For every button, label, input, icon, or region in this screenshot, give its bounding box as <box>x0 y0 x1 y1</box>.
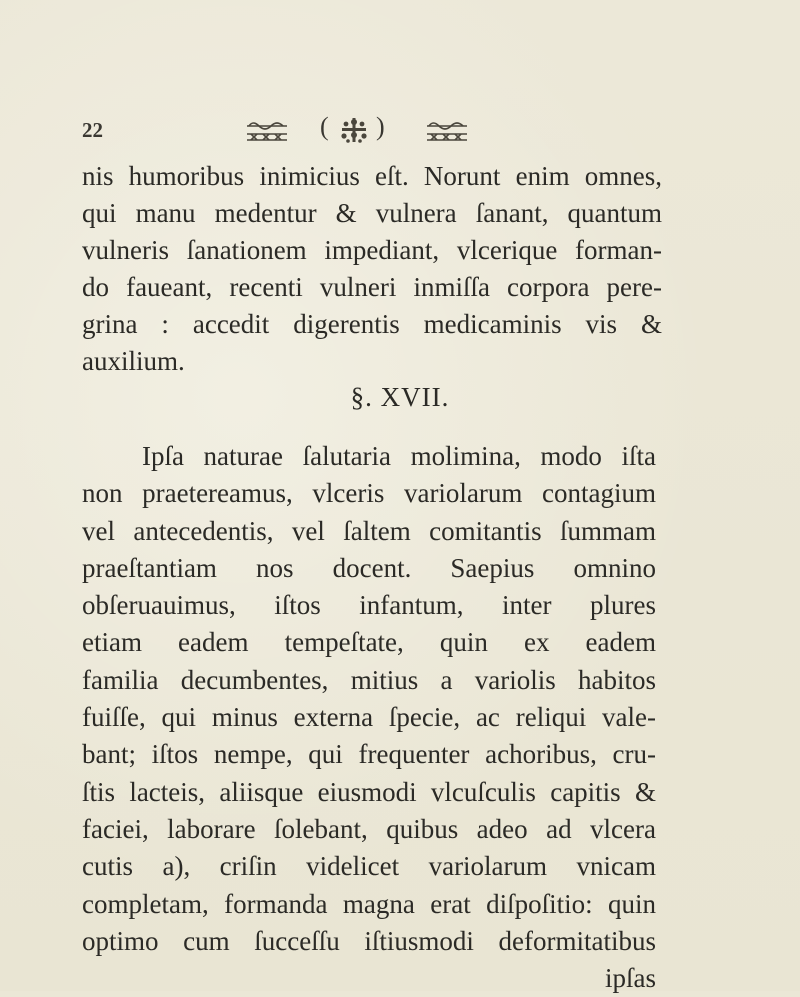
text-line: do faueant, recenti vulneri inmiſſa corpora pere- <box>82 272 662 303</box>
text-line: auxilium. <box>82 346 185 377</box>
paragraph-2 <box>82 438 656 997</box>
text-line: optimo cum ſucceſſu iſtiusmodi deformitatibus <box>82 925 656 956</box>
left-ornament-icon <box>243 118 291 144</box>
text-line: ſtis lacteis, aliisque eiusmodi vlcuſculis capitis & <box>82 776 656 807</box>
running-header <box>0 112 800 152</box>
text-line: qui manu medentur & vulnera ſanant, quantum <box>82 198 662 229</box>
text-line: Ipſa naturae ſalutaria molimina, modo iſta <box>142 441 656 471</box>
text-line: vel antecedentis, vel ſaltem comitantis ſummam <box>82 515 656 546</box>
text-line: grina : accedit digerentis medicaminis vis & <box>82 309 662 340</box>
text-line: bant; iſtos nempe, qui frequenter achoribus, cru- <box>82 739 656 770</box>
right-ornament-icon <box>423 118 471 144</box>
text-line: vulneris ſanationem impediant, vlcerique forman- <box>82 235 662 266</box>
text-line: non praetereamus, vlceris variolarum contagium <box>82 478 656 509</box>
paragraph-1 <box>82 158 662 381</box>
text-line: praeſtantiam nos docent. Saepius omnino <box>82 552 656 583</box>
text-line: familia decumbentes, mitius a variolis habitos <box>82 664 656 695</box>
text-line: etiam eadem tempeſtate, quin ex eadem <box>82 627 656 658</box>
catchword: ipſas <box>605 963 656 994</box>
paren-close: ) <box>376 112 385 141</box>
section-heading: §. XVII. <box>350 382 450 412</box>
text-line: nis humoribus inimicius eſt. Norunt enim omnes, <box>82 161 662 191</box>
text-line: faciei, laborare ſolebant, quibus adeo ad vlcera <box>82 813 656 844</box>
text-line: obſeruauimus, iſtos infantum, inter plures <box>82 590 656 621</box>
paren-open: ( <box>320 112 329 141</box>
text-line: completam, formanda magna erat diſpoſitio: quin <box>82 888 656 919</box>
text-line: cutis a), criſin videlicet variolarum vnicam <box>82 851 656 882</box>
text-line: fuiſſe, qui minus externa ſpecie, ac reliqui vale- <box>82 702 656 733</box>
page-number: 22 <box>82 118 103 142</box>
center-ornament-icon <box>334 116 374 144</box>
